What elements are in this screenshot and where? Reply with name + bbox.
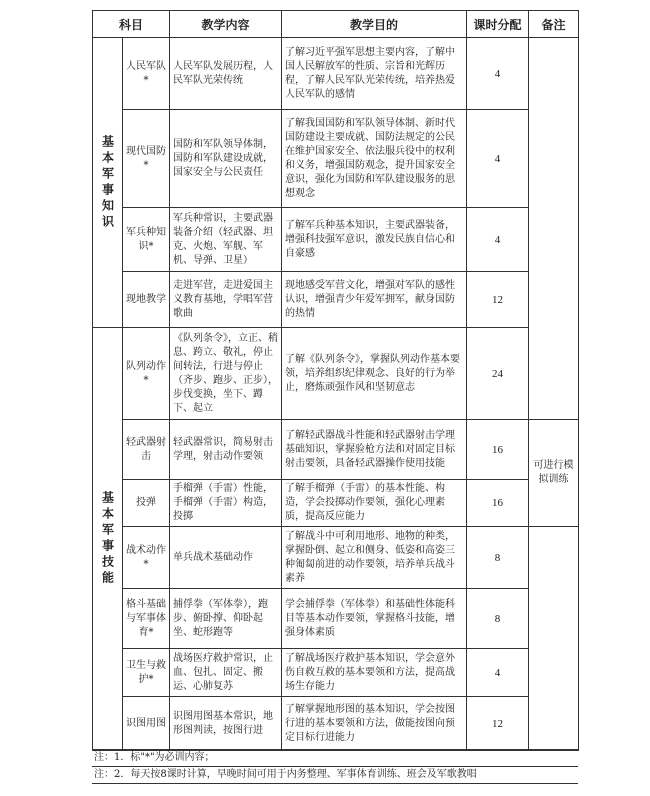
content-cell: 人民军队发展历程，人民军队光荣传统 [170,38,282,110]
table-row [93,38,579,110]
objective-cell: 了解轻武器战斗性能和轻武器射击学理基础知识，掌握验枪方法和对固定目标射击要领，具备轻武器操作使用技能 [282,420,467,480]
subject-cell: 卫生与救护* [123,649,170,697]
training-table [92,10,579,751]
hours-cell: 4 [467,649,529,697]
hours-cell: 12 [467,272,529,328]
table-row [93,589,579,649]
table-row [93,480,579,527]
content-cell: 识图用图基本常识，地形图判读，按图行进 [170,697,282,751]
objective-cell: 现地感受军营文化，增强对军队的感性认识，增强青少年爱军拥军，献身国防的热情 [282,272,467,328]
table-row [93,208,579,272]
objective-cell: 了解军兵种基本知识，主要武器装备，增强科技强军意识，激发民族自信心和自豪感 [282,208,467,272]
table-row [93,649,579,697]
content-cell: 轻武器常识，简易射击学理，射击动作要领 [170,420,282,480]
subject-cell: 现代国防* [123,110,170,208]
table-row [93,697,579,751]
table-row [93,328,579,420]
content-cell: 单兵战术基础动作 [170,527,282,589]
header-subject: 科目 [93,11,170,38]
subject-cell: 战术动作* [123,527,170,589]
header-hours: 课时分配 [467,11,529,38]
footnotes [92,749,578,784]
objective-cell: 了解《队列条令》，掌握队列动作基本要领，培养组织纪律观念、良好的行为举止，磨炼顽强作风和坚韧意志 [282,328,467,420]
hours-cell: 24 [467,328,529,420]
subject-cell: 军兵种知识* [123,208,170,272]
hours-cell: 4 [467,110,529,208]
content-cell: 战场医疗救护常识，止血、包扎、固定、搬运、心肺复苏 [170,649,282,697]
remark-cell [529,527,579,751]
subject-cell: 识图用图 [123,697,170,751]
footnote-2: 注：2．每天按8课时计算，早晚时间可用于内务整理、军事体育训练、班会及军歌教唱 [92,767,578,784]
remark-simulation: 可进行模拟训练 [529,420,579,527]
table-row [93,272,579,328]
hours-cell: 8 [467,589,529,649]
header-objective: 教学目的 [282,11,467,38]
subject-cell: 轻武器射击 [123,420,170,480]
hours-cell: 4 [467,38,529,110]
header-content: 教学内容 [170,11,282,38]
table-row [93,420,579,480]
subject-cell: 现地教学 [123,272,170,328]
category-knowledge: 基本军事知识 [93,38,123,328]
header-remark: 备注 [529,11,579,38]
content-cell: 《队列条令》，立正、稍息、跨立、敬礼，停止间转法，行进与停止（齐步、跑步、正步），步伐变换，坐下、蹲下、起立 [170,328,282,420]
content-cell: 走进军营，走进爱国主义教育基地，学唱军营歌曲 [170,272,282,328]
remark-cell [529,38,579,420]
objective-cell: 了解战斗中可利用地形、地物的种类，掌握卧倒、起立和侧身、低姿和高姿三种匍匐前进的动作要领，培养单兵战斗素养 [282,527,467,589]
footnote-1: 注：1．标"*"为必训内容； [92,749,578,767]
objective-cell: 了解我国国防和军队领导体制、新时代国防建设主要成就、国防法规定的公民在维护国家安全、依法服兵役中的权利和义务，增强国防观念，提升国家安全意识，强化为国防和军队建设服务的思想观念 [282,110,467,208]
subject-cell: 人民军队* [123,38,170,110]
objective-cell: 了解习近平强军思想主要内容，了解中国人民解放军的性质、宗旨和光辉历程，了解人民军队光荣传统，培养热爱人民军队的感情 [282,38,467,110]
hours-cell: 4 [467,208,529,272]
content-cell: 捕俘拳（军体拳），跑步、俯卧撑、仰卧起坐、蛇形跑等 [170,589,282,649]
table-row [93,527,579,589]
hours-cell: 12 [467,697,529,751]
hours-cell: 16 [467,420,529,480]
objective-cell: 了解手榴弹（手雷）的基本性能、构造，学会投掷动作要领，强化心理素质，提高反应能力 [282,480,467,527]
subject-cell: 格斗基础与军事体育* [123,589,170,649]
content-cell: 国防和军队领导体制，国防和军队建设成就，国家安全与公民责任 [170,110,282,208]
content-cell: 军兵种常识，主要武器装备介绍（轻武器、坦克、火炮、军舰、军机、导弹、卫星） [170,208,282,272]
hours-cell: 16 [467,480,529,527]
table-row [93,110,579,208]
subject-cell: 投弹 [123,480,170,527]
objective-cell: 了解掌握地形图的基本知识，学会按图行进的基本要领和方法，做能按图向预定目标行进能力 [282,697,467,751]
content-cell: 手榴弹（手雷）性能，手榴弹（手雷）构造，投掷 [170,480,282,527]
category-skills: 基本军事技能 [93,328,123,751]
subject-cell: 队列动作* [123,328,170,420]
objective-cell: 学会捕俘拳（军体拳）和基础性体能科目等基本动作要领，掌握格斗技能，增强身体素质 [282,589,467,649]
hours-cell: 8 [467,527,529,589]
objective-cell: 了解战场医疗救护基本知识，学会意外伤自救互救的基本要领和方法，提高战场生存能力 [282,649,467,697]
